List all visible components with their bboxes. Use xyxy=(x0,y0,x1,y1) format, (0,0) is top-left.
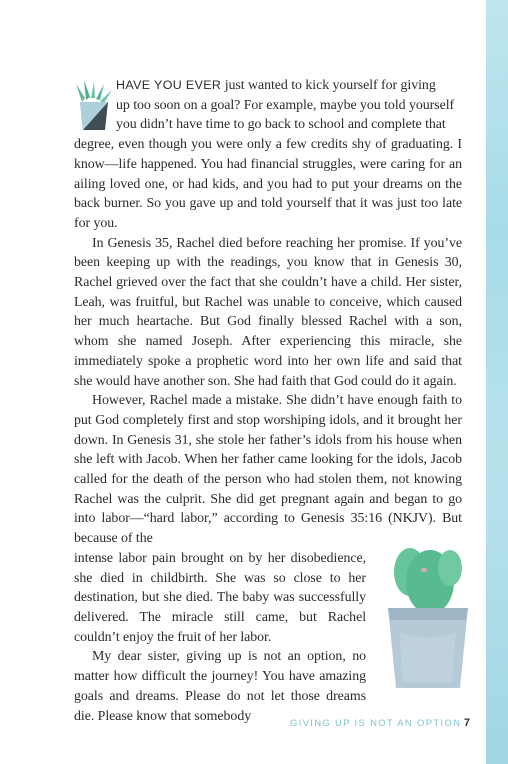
text-line: you didn’t have time to go back to school and complete that xyxy=(116,117,446,133)
text-line: just wanted to kick yourself for giving xyxy=(224,78,436,93)
paragraph-3: However, Rachel made a mistake. She didn’t have enough faith to put God completely first and stop worshiping idols, and it brought her down. In Genesis 31, she stole her father’s idols from his house when she left with Jacob. When her father came looking for the idols, Jacob called for the death of the person who had stolen them, not knowing Rachel was the culprit. She did get pregnant again and began to go into labor—“hard labor,” according to Genesis 35:16 (NKJV). But because of the xyxy=(74,393,462,547)
potted-cactus-illustration xyxy=(380,532,476,692)
page-footer xyxy=(290,718,470,729)
paragraph-3-continued: intense labor pain brought on by her disobedience, she died in childbirth. She was so close to her destination, but she died. The baby was successfully delivered. The miracle still came, but Rachel couldn’t enjoy the fruit of her labor. xyxy=(74,550,366,645)
running-head: GIVING UP IS NOT AN OPTION xyxy=(290,718,462,729)
decorative-page-edge xyxy=(486,0,508,764)
paragraph-2: In Genesis 35, Rachel died before reaching her promise. If you’ve been keeping up with the readings, you know that in Genesis 30, Rachel grieved over the fact that she couldn’t have a child. Her sister, Leah, was fruitful, but Rachel was unable to conceive, which caused her much heartache. But God finally blessed Rachel with a son, whom she named Joseph. After experiencing this miracle, she immediately spoke a prophetic word into her own life and said that she would have another son. She had faith that God could do it again. xyxy=(74,235,462,389)
page-number: 7 xyxy=(463,717,470,729)
paragraph-4: My dear sister, giving up is not an option, no matter how difficult the journey! You have amazing goals and dreams. Please do not let those dreams die. Please know that somebody xyxy=(74,649,366,724)
lead-in-caps: HAVE YOU EVER xyxy=(116,78,222,92)
paragraph-1-continued: degree, even though you were only a few credits shy of graduating. I know—life happened. You had financial struggles, were caring for an ailing loved one, or had kids, and you had to put your dreams on the back burner. So you gave up and told yourself that it was just too late for you. xyxy=(74,137,462,231)
text-line: up too soon on a goal? For example, maybe you told yourself xyxy=(116,97,455,113)
paragraph-1-opening xyxy=(74,76,462,135)
